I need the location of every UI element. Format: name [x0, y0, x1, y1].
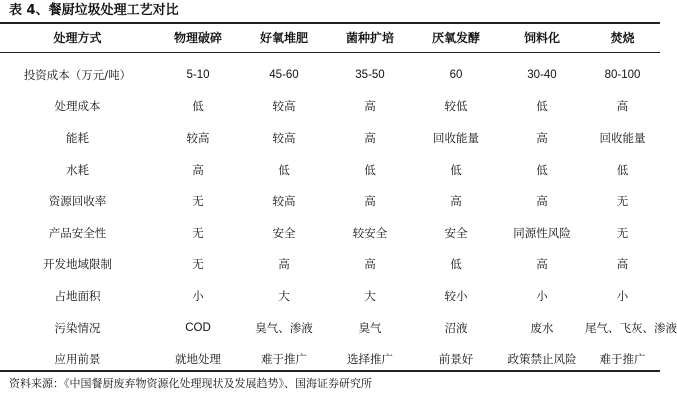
row-label: 水耗 — [66, 162, 89, 177]
table-cell: 无 — [192, 194, 204, 209]
table-cell: 臭气 — [358, 320, 382, 335]
table-cell: 45-60 — [269, 68, 299, 81]
table-cell: 较高 — [272, 130, 296, 145]
column-header: 好氧堆肥 — [259, 31, 308, 45]
table-cell: 选择推广 — [347, 352, 393, 367]
row-label: 投资成本（万元/吨） — [23, 67, 132, 82]
table-row — [0, 154, 660, 186]
table-cell: 低 — [192, 99, 204, 114]
table-cell: 较高 — [272, 99, 296, 114]
table-cell: 80-100 — [604, 68, 641, 81]
column-header: 物理破碎 — [173, 31, 222, 45]
table-cell: 高 — [364, 194, 376, 209]
table-cell: 安全 — [444, 225, 468, 240]
table-cell: 难于推广 — [599, 352, 646, 367]
table-cell: 臭气、渗液 — [255, 320, 313, 335]
table-cell: 小 — [192, 288, 204, 303]
table-cell: 沼液 — [444, 320, 468, 335]
table-cell: 高 — [364, 257, 376, 272]
table-cell: 低 — [450, 257, 462, 272]
table-cell: 小 — [616, 288, 629, 303]
table-cell: 废水 — [530, 320, 554, 335]
column-header: 处理方式 — [53, 31, 102, 45]
table-cell: 回收能量 — [433, 130, 479, 145]
table-cell: 高 — [450, 194, 462, 209]
table-title: 表 4、餐厨垃圾处理工艺对比 — [9, 3, 179, 18]
row-label: 占地面积 — [54, 288, 101, 303]
table-cell: 低 — [536, 162, 548, 177]
table-row — [0, 52, 660, 91]
table-cell: 30-40 — [527, 68, 557, 81]
table-row — [0, 91, 660, 123]
table-cell: 高 — [364, 130, 376, 145]
table-cell: 低 — [616, 162, 629, 177]
table-cell: 较高 — [272, 194, 296, 209]
table-cell: 高 — [536, 194, 548, 209]
row-label: 开发地域限制 — [43, 257, 112, 272]
table-cell: 高 — [192, 162, 204, 177]
table-cell: 低 — [278, 162, 290, 177]
process-comparison-table — [0, 23, 677, 375]
table-cell: 低 — [450, 162, 462, 177]
table-cell: 前景好 — [438, 352, 474, 367]
row-label: 污染情况 — [54, 320, 101, 335]
table-cell: 同源性风险 — [513, 225, 571, 240]
table-cell: 较低 — [444, 99, 468, 114]
table-header-row — [0, 23, 660, 52]
table-cell: 尾气、飞灰、渗液 — [585, 320, 677, 335]
table-cell: 难于推广 — [261, 352, 307, 367]
table-cell: 较高 — [186, 130, 210, 145]
table-cell: 低 — [364, 162, 376, 177]
table-cell: 无 — [192, 257, 204, 272]
column-header: 焚烧 — [610, 31, 635, 45]
table-row — [0, 280, 660, 312]
table-row — [0, 249, 660, 281]
row-label: 产品安全性 — [48, 225, 107, 240]
table-cell: 无 — [616, 194, 629, 209]
column-header: 厌氧发酵 — [431, 31, 480, 45]
table-cell: 无 — [192, 225, 204, 240]
table-cell: 高 — [536, 257, 548, 272]
table-cell: 安全 — [272, 225, 296, 240]
row-label: 处理成本 — [54, 99, 101, 114]
table-cell: 小 — [536, 288, 548, 303]
table-cell: 较小 — [444, 288, 468, 303]
table-row — [0, 122, 660, 154]
table-cell: 60 — [449, 68, 463, 81]
row-label: 资源回收率 — [48, 194, 107, 209]
table-cell: 较安全 — [352, 225, 388, 240]
column-header: 菌种扩培 — [345, 31, 394, 45]
column-header: 饲料化 — [523, 31, 560, 45]
table-cell: 35-50 — [355, 68, 385, 81]
table-row — [0, 343, 660, 375]
row-label: 能耗 — [66, 130, 89, 145]
table-cell: 大 — [364, 288, 376, 303]
table-cell: 大 — [278, 288, 290, 303]
table-cell: 无 — [616, 225, 629, 240]
table-cell: 就地处理 — [175, 352, 221, 367]
source-note: 资料来源：《中国餐厨废弃物资源化处理现状及发展趋势》、国海证券研究所 — [9, 377, 372, 390]
table-cell: COD — [185, 321, 211, 334]
table-row — [0, 312, 660, 344]
table-cell: 高 — [616, 257, 629, 272]
table-cell: 高 — [616, 99, 629, 114]
table-cell: 高 — [364, 99, 376, 114]
table-cell: 低 — [536, 99, 548, 114]
table-cell: 政策禁止风险 — [507, 352, 577, 367]
table-cell: 高 — [278, 257, 290, 272]
table-row — [0, 217, 660, 249]
table-cell: 回收能量 — [599, 130, 646, 145]
table-row — [0, 185, 660, 217]
row-label: 应用前景 — [54, 352, 101, 367]
table-cell: 高 — [536, 130, 548, 145]
table-cell: 5-10 — [186, 68, 210, 81]
